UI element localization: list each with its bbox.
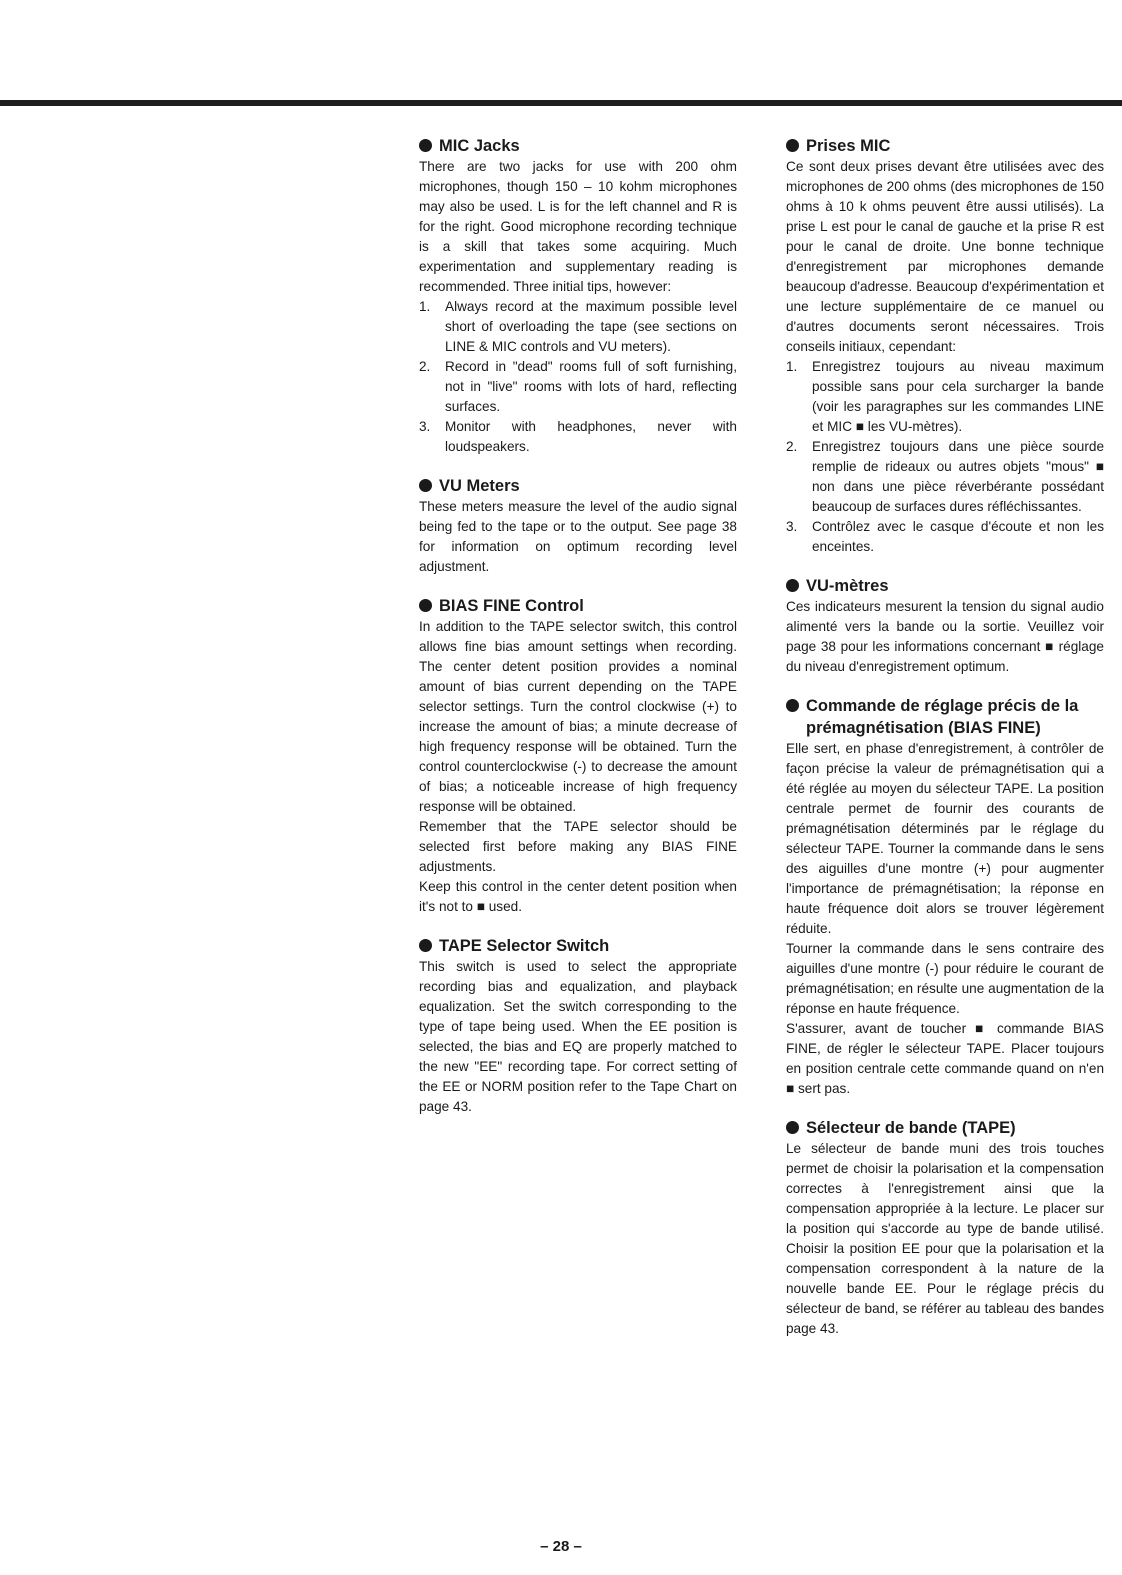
bullet-icon	[419, 479, 432, 492]
heading-vu-metres: VU-mètres	[786, 575, 1104, 597]
page-number: – 28 –	[540, 1538, 582, 1555]
list-item: 3. Monitor with headphones, never with loudspeakers.	[419, 419, 737, 454]
bullet-icon	[786, 1121, 799, 1134]
bias-fine-paragraph-2: Remember that the TAPE selector should be selected first before making any BIAS FINE adjustments.	[419, 819, 737, 874]
vu-meters-paragraph: These meters measure the level of the audio signal being fed to the tape or to the output. See page 38 for information on optimum recording level adjustment.	[419, 499, 737, 574]
section-selecteur-bande	[786, 1117, 1104, 1339]
bias-fine-paragraph-1: In addition to the TAPE selector switch, this control allows fine bias amount settings when recording. The center detent position provides a nominal amount of bias current depending on the TAPE selector settings. Turn the control clockwise (+) to increase the amount of bias; a minute decrease of high frequency response will be obtained. Turn the control counterclockwise (-) to decrease the amount of bias; a noticeable increase of high frequency response will be obtained.	[419, 619, 737, 814]
section-vu-meters	[419, 475, 737, 577]
mic-tips-list	[419, 297, 737, 457]
heading-tape-selector: TAPE Selector Switch	[419, 935, 737, 957]
list-item: 2. Enregistrez toujours dans une pièce sourde remplie de rideaux ou autres objets "mous" ■ non dans une pièce réverbérante possédant beaucoup de surfaces dures réfléchissantes.	[786, 439, 1104, 514]
commande-reglage-paragraph-3: S'assurer, avant de toucher ■ commande BIAS FINE, de régler le sélecteur TAPE. Placer toujours en position centrale cette commande quand on n'en ■ sert pas.	[786, 1021, 1104, 1096]
top-rule	[0, 100, 1122, 106]
list-item: 1. Always record at the maximum possible level short of overloading the tape (see sections on LINE & MIC controls and VU meters).	[419, 299, 737, 354]
bullet-icon	[419, 939, 432, 952]
prises-mic-paragraph: Ce sont deux prises devant être utilisées avec des microphones de 200 ohms (des microphones de 150 ohms à 10 k ohms peuvent être aussi utilisés). La prise L est pour le canal de gauche et la prise R est pour le canal de droite. Une bonne technique d'enregistrement par microphones demande beaucoup d'adresse. Beaucoup d'expérimentation et une lecture supplémentaire de ce manuel ou d'autres documents seront nécessaires. Trois conseils initiaux, cependant:	[786, 159, 1104, 354]
bullet-icon	[419, 599, 432, 612]
section-mic-jacks	[419, 135, 737, 457]
heading-selecteur-bande: Sélecteur de bande (TAPE)	[786, 1117, 1104, 1139]
heading-commande-reglage: Commande de réglage précis de la prémagnétisation (BIAS FINE)	[786, 695, 1104, 739]
list-item: 2. Record in "dead" rooms full of soft furnishing, not in "live" rooms with lots of hard, reflecting surfaces.	[419, 359, 737, 414]
mic-jacks-paragraph: There are two jacks for use with 200 ohm microphones, though 150 – 10 kohm microphones may also be used. L is for the left channel and R is for the right. Good microphone recording technique is a skill that takes some acquiring. Much experimentation and supplementary reading is recommended. Three initial tips, however:	[419, 159, 737, 294]
bullet-icon	[419, 139, 432, 152]
bullet-icon	[786, 699, 799, 712]
heading-prises-mic: Prises MIC	[786, 135, 1104, 157]
conseils-list	[786, 357, 1104, 557]
bullet-icon	[786, 579, 799, 592]
list-item: 1. Enregistrez toujours au niveau maximum possible sans pour cela surcharger la bande (voir les paragraphes sur les commandes LINE et MIC ■ les VU-mètres).	[786, 359, 1104, 434]
section-commande-reglage	[786, 695, 1104, 1099]
section-bias-fine	[419, 595, 737, 917]
heading-mic-jacks: MIC Jacks	[419, 135, 737, 157]
section-tape-selector	[419, 935, 737, 1117]
heading-vu-meters: VU Meters	[419, 475, 737, 497]
section-vu-metres	[786, 575, 1104, 677]
selecteur-bande-paragraph: Le sélecteur de bande muni des trois touches permet de choisir la polarisation et la compensation correctes à l'enregistrement ainsi que la compensation appropriée à la lecture. Le placer sur la position qui s'accorde au type de bande utilisé. Choisir la position EE pour que la polarisation et la compensation correspondent à la nature de la nouvelle bande EE. Pour le réglage précis du sélecteur de band, se référer au tableau des bandes page 43.	[786, 1141, 1104, 1336]
vu-metres-paragraph: Ces indicateurs mesurent la tension du signal audio alimenté vers la bande ou la sortie. Veuillez voir page 38 pour les informations concernant ■ réglage du niveau d'enregistrement optimum.	[786, 599, 1104, 674]
commande-reglage-paragraph-1: Elle sert, en phase d'enregistrement, à contrôler de façon précise la valeur de prémagnétisation qui a été réglée au moyen du sélecteur TAPE. La position centrale permet de fournir des courants de prémagnétisation déterminés par le réglage du sélecteur TAPE. Tourner la commande dans le sens des aiguilles d'une montre (+) pour augmenter l'importance de prémagnétisation; la réponse en haute fréquence doit alors se trouver légèrement réduite.	[786, 741, 1104, 936]
bullet-icon	[786, 139, 799, 152]
tape-selector-paragraph: This switch is used to select the appropriate recording bias and equalization, and playback equalization. Set the switch corresponding to the type of tape being used. When the EE position is selected, the bias and EQ are properly matched to the new "EE" recording tape. For correct setting of the EE or NORM position refer to the Tape Chart on page 43.	[419, 959, 737, 1114]
list-item: 3. Contrôlez avec le casque d'écoute et non les enceintes.	[786, 519, 1104, 554]
english-column	[419, 135, 737, 1135]
french-column	[786, 135, 1104, 1357]
bias-fine-paragraph-3: Keep this control in the center detent position when it's not to ■ used.	[419, 879, 737, 914]
commande-reglage-paragraph-2: Tourner la commande dans le sens contraire des aiguilles d'une montre (-) pour réduire le courant de prémagnétisation; en résulte une augmentation de la réponse en haute fréquence.	[786, 941, 1104, 1016]
section-prises-mic	[786, 135, 1104, 557]
heading-bias-fine: BIAS FINE Control	[419, 595, 737, 617]
